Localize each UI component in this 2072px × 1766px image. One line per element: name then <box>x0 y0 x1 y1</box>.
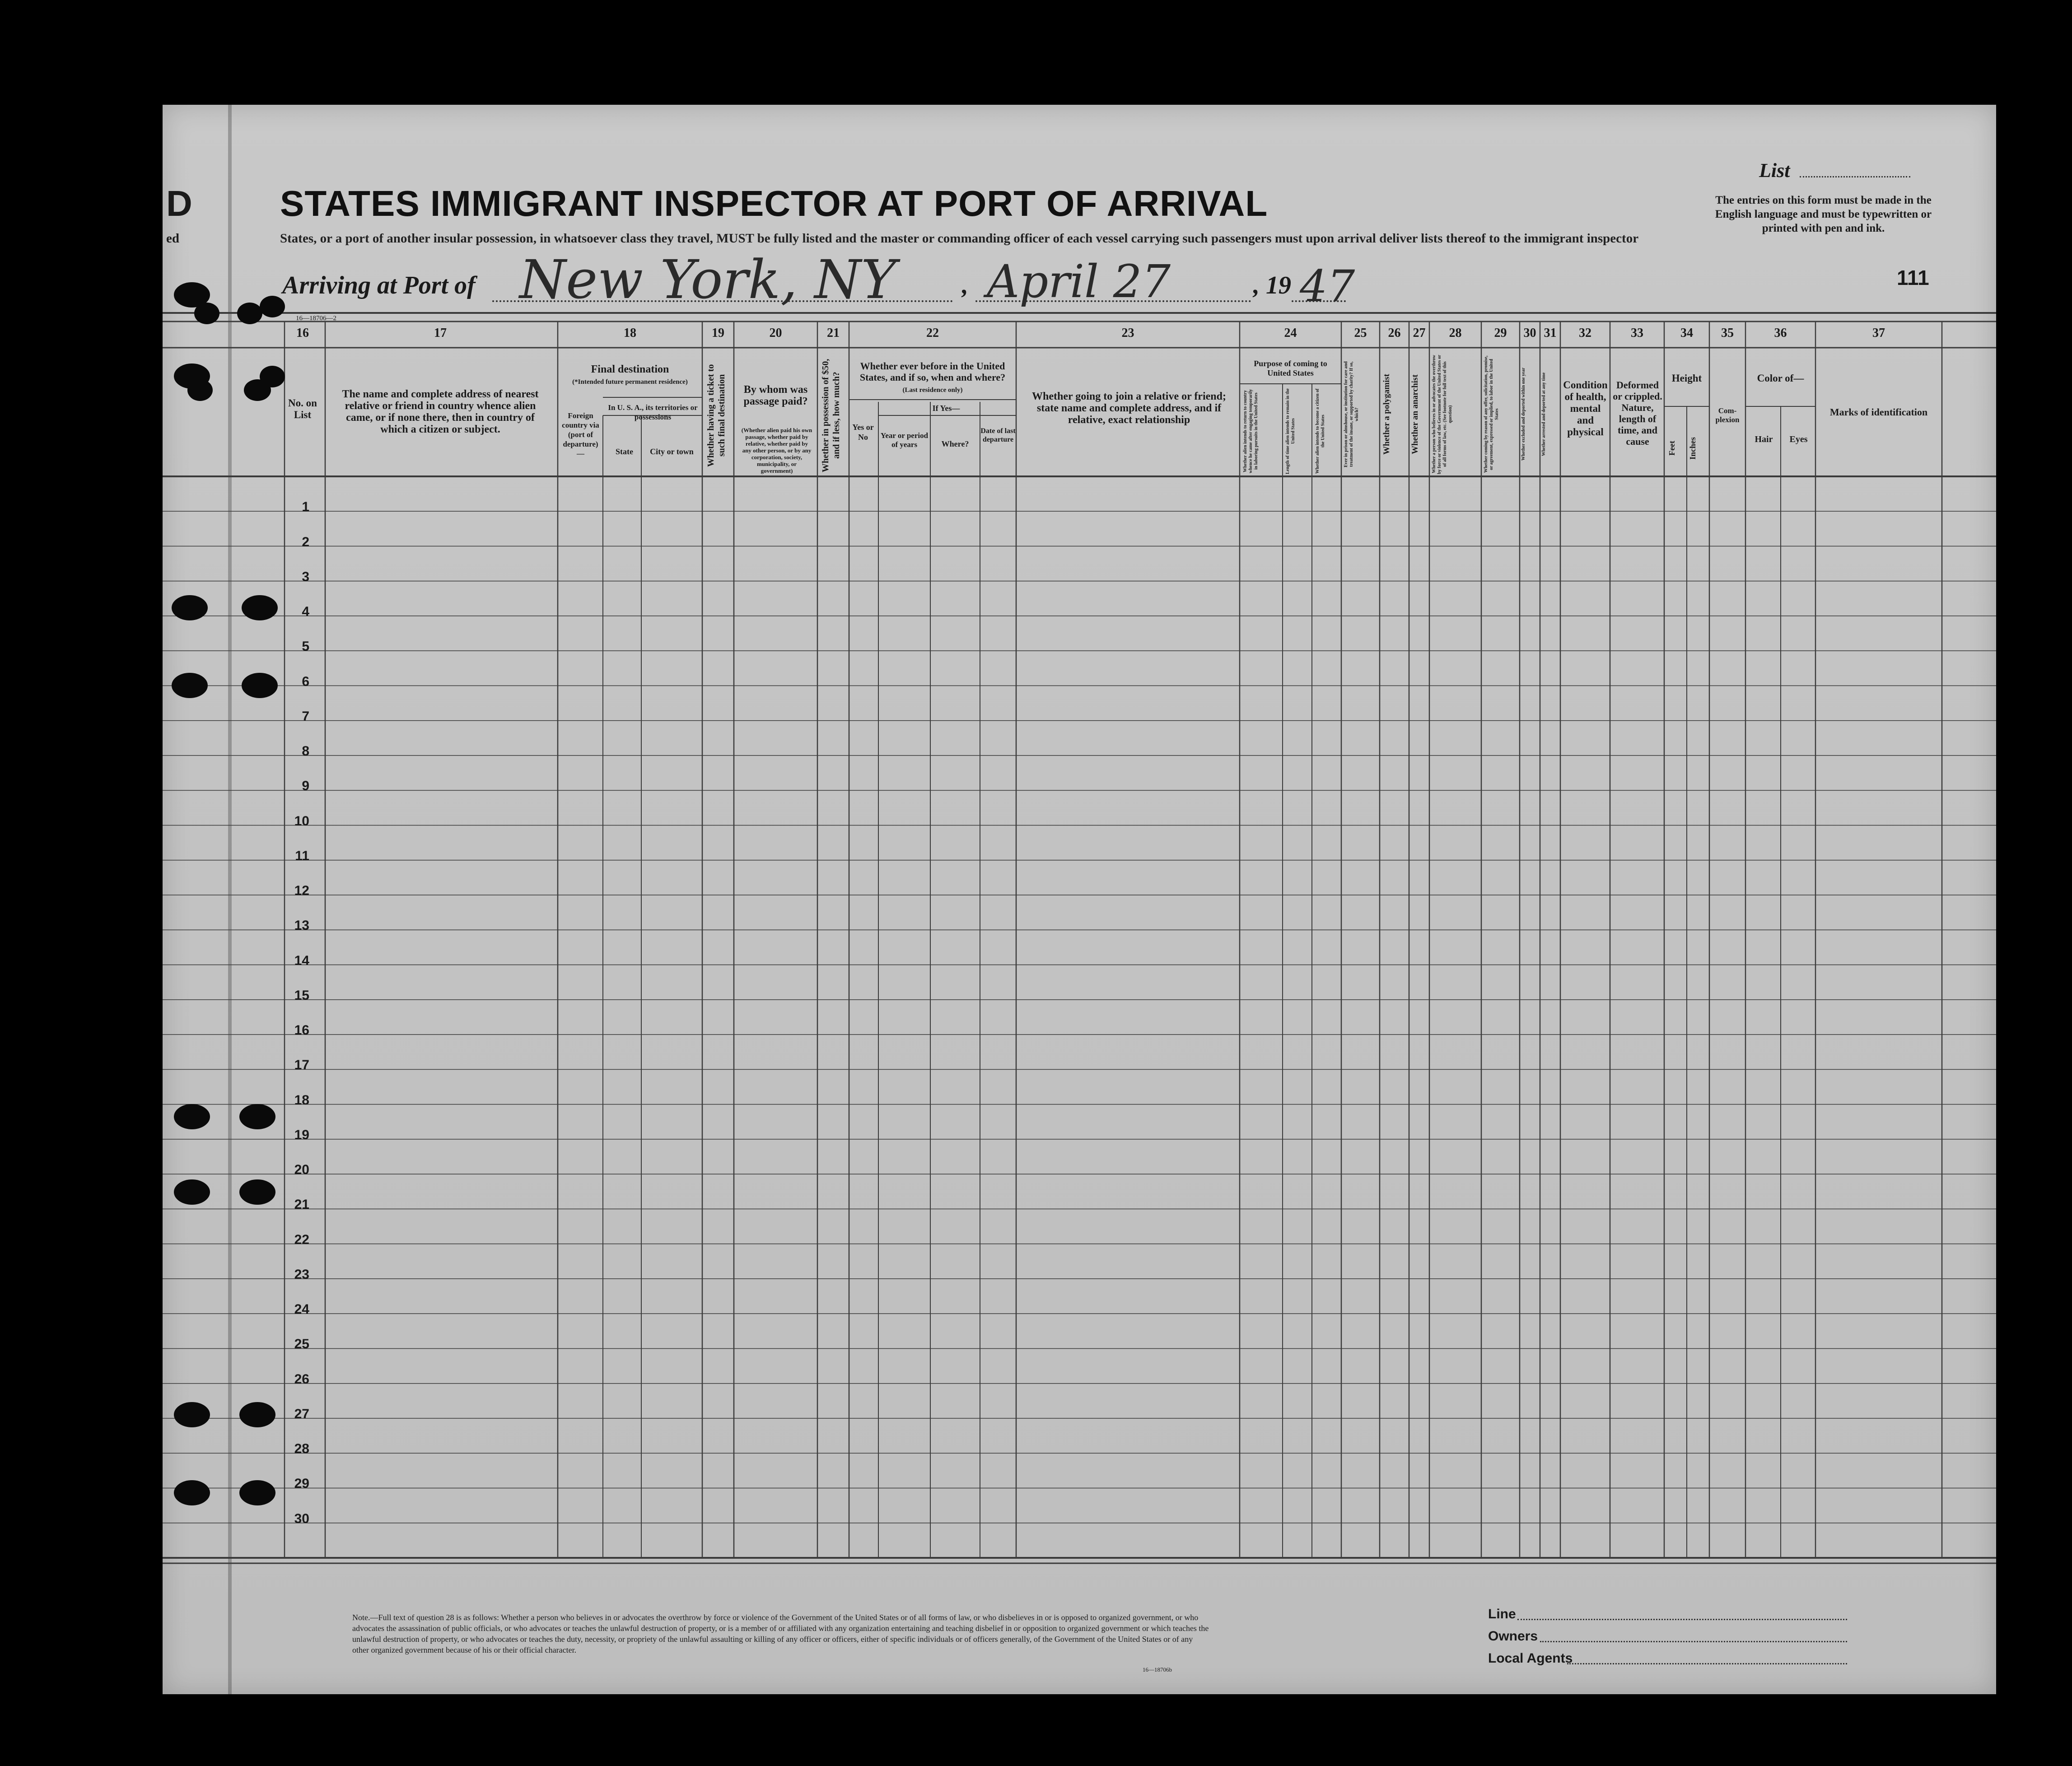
port-handwritten: New York, NY <box>519 248 896 311</box>
col-24-citizen: Whether alien intends to become a citizen of the United States <box>1315 388 1325 474</box>
col-30-header: Whether excluded and deported within one year <box>1521 368 1526 461</box>
row-number: 26 <box>294 1371 309 1387</box>
row-number: 20 <box>294 1162 309 1178</box>
row-number: 8 <box>302 744 309 759</box>
punch-hole <box>172 595 208 620</box>
col-27-header: Whether an anarchist <box>1410 374 1420 454</box>
row-number: 7 <box>302 708 309 724</box>
col-20-header: By whom was passage paid? <box>743 384 808 407</box>
owners-label: Owners <box>1488 1629 1538 1644</box>
page-title: STATES IMMIGRANT INSPECTOR AT PORT OF ARRIVAL <box>280 183 1268 224</box>
col-24-number: 24 <box>1284 326 1297 340</box>
col-23-number: 23 <box>1121 326 1134 340</box>
col-18-city: City or town <box>650 447 694 456</box>
year-prefix: , 19 <box>1253 271 1291 299</box>
col-18-usa: In U. S. A., its territories or possessions <box>608 403 698 421</box>
row-number: 15 <box>294 988 309 1003</box>
left-subtitle-fragment: ed <box>166 231 179 246</box>
row-number: 21 <box>294 1197 309 1212</box>
punch-hole <box>260 296 285 317</box>
punch-hole <box>172 673 208 698</box>
punch-hole <box>194 303 219 324</box>
row-number: 16 <box>294 1023 309 1038</box>
col-18-state: State <box>616 447 633 456</box>
line-field[interactable] <box>1517 1619 1847 1620</box>
line-label: Line <box>1488 1607 1516 1622</box>
comma-separator: , <box>962 271 968 299</box>
col-18-header: Final destination <box>591 363 669 375</box>
col-37-number: 37 <box>1872 326 1885 340</box>
row-number: 19 <box>294 1127 309 1142</box>
col-20-number: 20 <box>769 326 782 340</box>
col-20-subheader: (Whether alien paid his own passage, whether paid by relative, whether paid by any other person, or by any corporation, society, municipality, or government) <box>741 427 812 474</box>
row-number: 23 <box>294 1267 309 1282</box>
col-30-number: 30 <box>1523 326 1536 340</box>
col-26-number: 26 <box>1388 326 1401 340</box>
col-35-header: Com-plexion <box>1715 406 1740 424</box>
owners-field[interactable] <box>1540 1641 1847 1642</box>
left-title-fragment: D <box>166 183 192 224</box>
row-number: 1 <box>302 499 309 515</box>
punch-hole <box>260 366 285 387</box>
row-number: 10 <box>294 813 309 829</box>
punch-hole <box>237 303 262 324</box>
col-16-number: 16 <box>296 326 309 340</box>
row-number: 4 <box>302 604 309 620</box>
col-28-header: Whether a person who believes in or advocates the overthrow by force or violence of the Government of the United States or of all forms of law, etc. (See footnote for full text of this question) <box>1432 354 1453 474</box>
col-36-header: Color of— <box>1757 373 1804 384</box>
punch-hole <box>242 673 278 698</box>
col-24-length: Length of time alien intends to remain in the United States <box>1285 388 1296 474</box>
col-24-return: Whether alien intends to return to country whence he came after engaging temporarily in laboring pursuits in the United States <box>1243 389 1259 474</box>
col-24-header: Purpose of coming to United States <box>1254 359 1327 377</box>
page-subtitle: States, or a port of another insular possession, in whatsoever class they travel, MUST be fully listed and the master or commanding officer of each vessel carrying such passengers must upon arrival deliver lists thereof to the immigrant inspector <box>280 231 1639 246</box>
col-25-number: 25 <box>1354 326 1367 340</box>
col-29-number: 29 <box>1494 326 1507 340</box>
form-code: 16—18706—2 <box>296 315 336 322</box>
col-33-header: Deformed or crippled. Nature, length of time, and cause <box>1613 379 1662 447</box>
col-34-number: 34 <box>1680 326 1693 340</box>
punch-hole <box>239 1480 275 1505</box>
col-22-years: Year or period of years <box>880 431 929 449</box>
col-22-if-yes: If Yes— <box>932 404 960 413</box>
punch-hole <box>174 1104 210 1129</box>
row-number: 12 <box>294 883 309 899</box>
col-22-where: Where? <box>941 439 969 448</box>
col-32-header: Condition of health, mental and physical <box>1563 379 1608 438</box>
col-21-number: 21 <box>827 326 840 340</box>
row-number: 22 <box>294 1232 309 1247</box>
row-number: 2 <box>302 534 309 550</box>
row-number: 14 <box>294 953 309 968</box>
col-16-header: No. on List <box>288 397 317 420</box>
punch-hole <box>174 1179 210 1205</box>
col-36-hair: Hair <box>1755 434 1773 444</box>
date-handwritten: April 27 <box>987 255 1171 308</box>
arriving-label: Arriving at Port of <box>282 271 476 299</box>
col-22-header: Whether ever before in the United States, and if so, when and where? <box>859 360 1006 383</box>
col-17-header: The name and complete address of nearest relative or friend in country whence alien came, or if none there, then in country of which a citizen or subject. <box>342 388 539 435</box>
col-22-yes-no: Yes or No <box>852 423 874 442</box>
entry-instructions: The entries on this form must be made in the English language and must be typewritten or printed with pen and ink. <box>1715 194 1932 234</box>
col-22-number: 22 <box>926 326 939 340</box>
col-36-eyes: Eyes <box>1789 434 1808 444</box>
punch-hole <box>239 1402 275 1427</box>
col-35-number: 35 <box>1721 326 1734 340</box>
row-number: 25 <box>294 1337 309 1352</box>
footer-form-code: 16—18706b <box>1143 1666 1172 1673</box>
col-31-header: Whether arrested and deported at any time <box>1541 372 1546 457</box>
row-number: 18 <box>294 1092 309 1108</box>
punch-hole <box>187 379 213 401</box>
row-number: 17 <box>294 1058 309 1073</box>
col-34-feet: Feet <box>1667 441 1676 456</box>
col-22-last-departure: Date of last departure <box>980 427 1016 443</box>
col-36-number: 36 <box>1774 326 1787 340</box>
row-number: 27 <box>294 1406 309 1421</box>
col-22-subheader: (Last residence only) <box>902 387 963 394</box>
row-number: 5 <box>302 639 309 654</box>
col-18-number: 18 <box>624 326 636 340</box>
row-number: 6 <box>302 674 309 689</box>
row-number: 11 <box>295 848 309 863</box>
row-number: 28 <box>294 1441 309 1457</box>
col-26-header: Whether a polygamist <box>1382 373 1391 455</box>
col-29-header: Whether coming by reason of any offer, solicitation, promise, or agreement, expressed or implied, to labor in the United States <box>1484 355 1499 473</box>
punch-hole <box>239 1104 275 1129</box>
col-32-number: 32 <box>1579 326 1591 340</box>
col-21-header: Whether in possession of $50, and if less, how much? <box>821 359 841 472</box>
row-number: 29 <box>294 1476 309 1491</box>
col-27-number: 27 <box>1413 326 1426 340</box>
col-17-number: 17 <box>434 326 447 340</box>
punch-hole <box>174 1402 210 1427</box>
year-handwritten: 47 <box>1300 261 1355 312</box>
row-number: 24 <box>294 1302 309 1317</box>
question-28-footnote: Note.—Full text of question 28 is as follows: Whether a person who believes in or advocates the overthrow by force or violence of the Government of the United States or of all forms of law, or who disbelieves in or is opposed to organized government, or who advocates the assassination of public officials, or who advocates or teaches the unlawful destruction of property, or is a member of or affiliated with any organization entertaining and teaching disbelief in or opposition to organized government or which teaches the unlawful destruction of property, or who advocates or teaches the duty, necessity, or propriety of the unlawful assaulting or killing of any officer or officers, either of specific individuals or of officers generally, of the Government of the United States or of any other organized government because of his or their official character. <box>352 1613 1209 1654</box>
col-18-foreign: Foreign country via (port of departure)— <box>562 411 599 458</box>
row-number: 30 <box>294 1511 309 1526</box>
punch-hole <box>242 595 278 620</box>
page-number: 111 <box>1897 266 1929 289</box>
col-23-header: Whether going to join a relative or friend; state name and complete address, and if relative, exact relationship <box>1032 391 1226 426</box>
col-19-number: 19 <box>712 326 724 340</box>
list-label: List <box>1759 159 1790 182</box>
row-number: 13 <box>294 918 309 933</box>
col-25-header: Ever in prison or almshouse, or institution for care and treatment of the insane, or supported by charity? If so, which? <box>1344 361 1359 467</box>
col-31-number: 31 <box>1544 326 1557 340</box>
col-33-number: 33 <box>1631 326 1643 340</box>
col-19-header: Whether having a ticket to such final destination <box>706 364 727 467</box>
col-34-inches: Inches <box>1688 437 1697 460</box>
col-34-header: Height <box>1671 373 1702 384</box>
punch-hole <box>239 1179 275 1205</box>
col-37-header: Marks of identification <box>1829 406 1928 418</box>
local-agents-label: Local Agents <box>1488 1651 1573 1666</box>
punch-hole <box>174 1480 210 1505</box>
col-18-subheader: (*Intended future permanent residence) <box>572 378 688 386</box>
col-28-number: 28 <box>1449 326 1462 340</box>
local-agents-field[interactable] <box>1567 1663 1847 1664</box>
row-number: 9 <box>302 778 309 794</box>
row-number: 3 <box>302 569 309 584</box>
